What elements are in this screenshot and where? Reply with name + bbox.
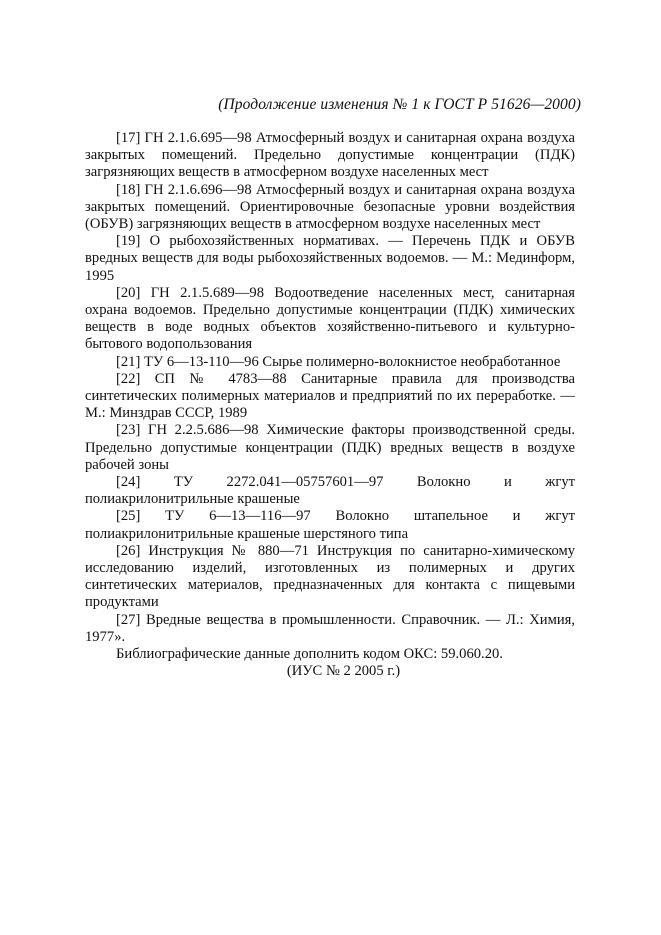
reference-text: ГН 2.1.6.696—98 Атмосферный воздух и санитарная охрана воздуха закрытых помещений. Ориентировочные безопасные уровни воздействия (ОБУВ) загрязняющих веществ в атмосферном воздухе населенных мест	[85, 181, 575, 233]
reference-item	[85, 285, 575, 354]
reference-number: [21]	[116, 353, 141, 370]
reference-item	[85, 508, 575, 542]
reference-number: [23]	[116, 422, 141, 439]
reference-number: [25]	[116, 508, 141, 525]
reference-text: ТУ 6—13-110—96 Сырье полимерно-волокнистое необработанное	[143, 353, 561, 370]
reference-number: [22]	[116, 370, 141, 387]
reference-item	[85, 130, 575, 182]
source-footer: (ИУС № 2 2005 г.)	[286, 663, 401, 679]
reference-text: ГН 2.1.6.695—98 Атмосферный воздух и санитарная охрана воздуха закрытых помещений. Предельно допустимые концентрации (ПДК) загрязняющих веществ в атмосферном воздухе населенных мест	[85, 130, 575, 181]
reference-item	[85, 543, 575, 612]
reference-text: ТУ 6—13—116—97 Волокно штапельное и жгут полиакрилонитрильные крашеные шерстяного типа	[85, 508, 575, 542]
reference-number: [19]	[116, 233, 141, 250]
reference-item	[85, 371, 575, 423]
reference-number: [17]	[116, 130, 141, 146]
reference-text: СП № 4783—88 Санитарные правила для производства синтетических полимерных материалов и предприятий по их переработке. — М.: Минздрав СССР, 1989	[85, 370, 575, 422]
reference-item	[85, 612, 575, 646]
reference-number: [26]	[116, 542, 141, 559]
reference-item	[85, 233, 575, 285]
reference-number: [18]	[116, 181, 141, 198]
reference-text: ТУ 2272.041—05757601—97 Волокно и жгут полиакрилонитрильные крашеные	[85, 474, 575, 508]
reference-item	[85, 182, 575, 234]
reference-text: ГН 2.2.5.686—98 Химические факторы производственной среды. Предельно допустимые концентрации (ПДК) вредных веществ в воздухе рабочей зоны	[85, 422, 575, 473]
bibliography-note: Библиографические данные дополнить кодом ОКС: 59.060.20.	[116, 646, 503, 663]
reference-text: О рыбохозяйственных нормативах. — Перечень ПДК и ОБУВ вредных веществ для воды рыбохозяйственных водоемов. — М.: Мединформ, 1995	[85, 233, 575, 284]
reference-text: Инструкция № 880—71 Инструкция по санитарно-химическому исследованию изделий, изготовленных из полимерных и других синтетических материалов, предназначенных для контакта с пищевыми продуктами	[85, 542, 575, 611]
reference-text: ГН 2.1.5.689—98 Водоотведение населенных мест, санитарная охрана водоемов. Предельно допустимые концентрации (ПДК) химических веществ в воде водных объектов хозяйственно-питьевого и культурно-бытового водопользования	[85, 284, 575, 353]
reference-text: Вредные вещества в промышленности. Справочник. — Л.: Химия, 1977».	[85, 611, 575, 645]
reference-item	[85, 474, 575, 508]
reference-item	[85, 354, 575, 371]
reference-item	[85, 422, 575, 474]
references-body	[85, 130, 575, 663]
continuation-header: (Продолжение изменения № 1 к ГОСТ Р 51626—2000)	[218, 96, 581, 113]
reference-number: [27]	[116, 611, 141, 628]
reference-number: [24]	[116, 474, 141, 491]
reference-number: [20]	[116, 284, 141, 301]
